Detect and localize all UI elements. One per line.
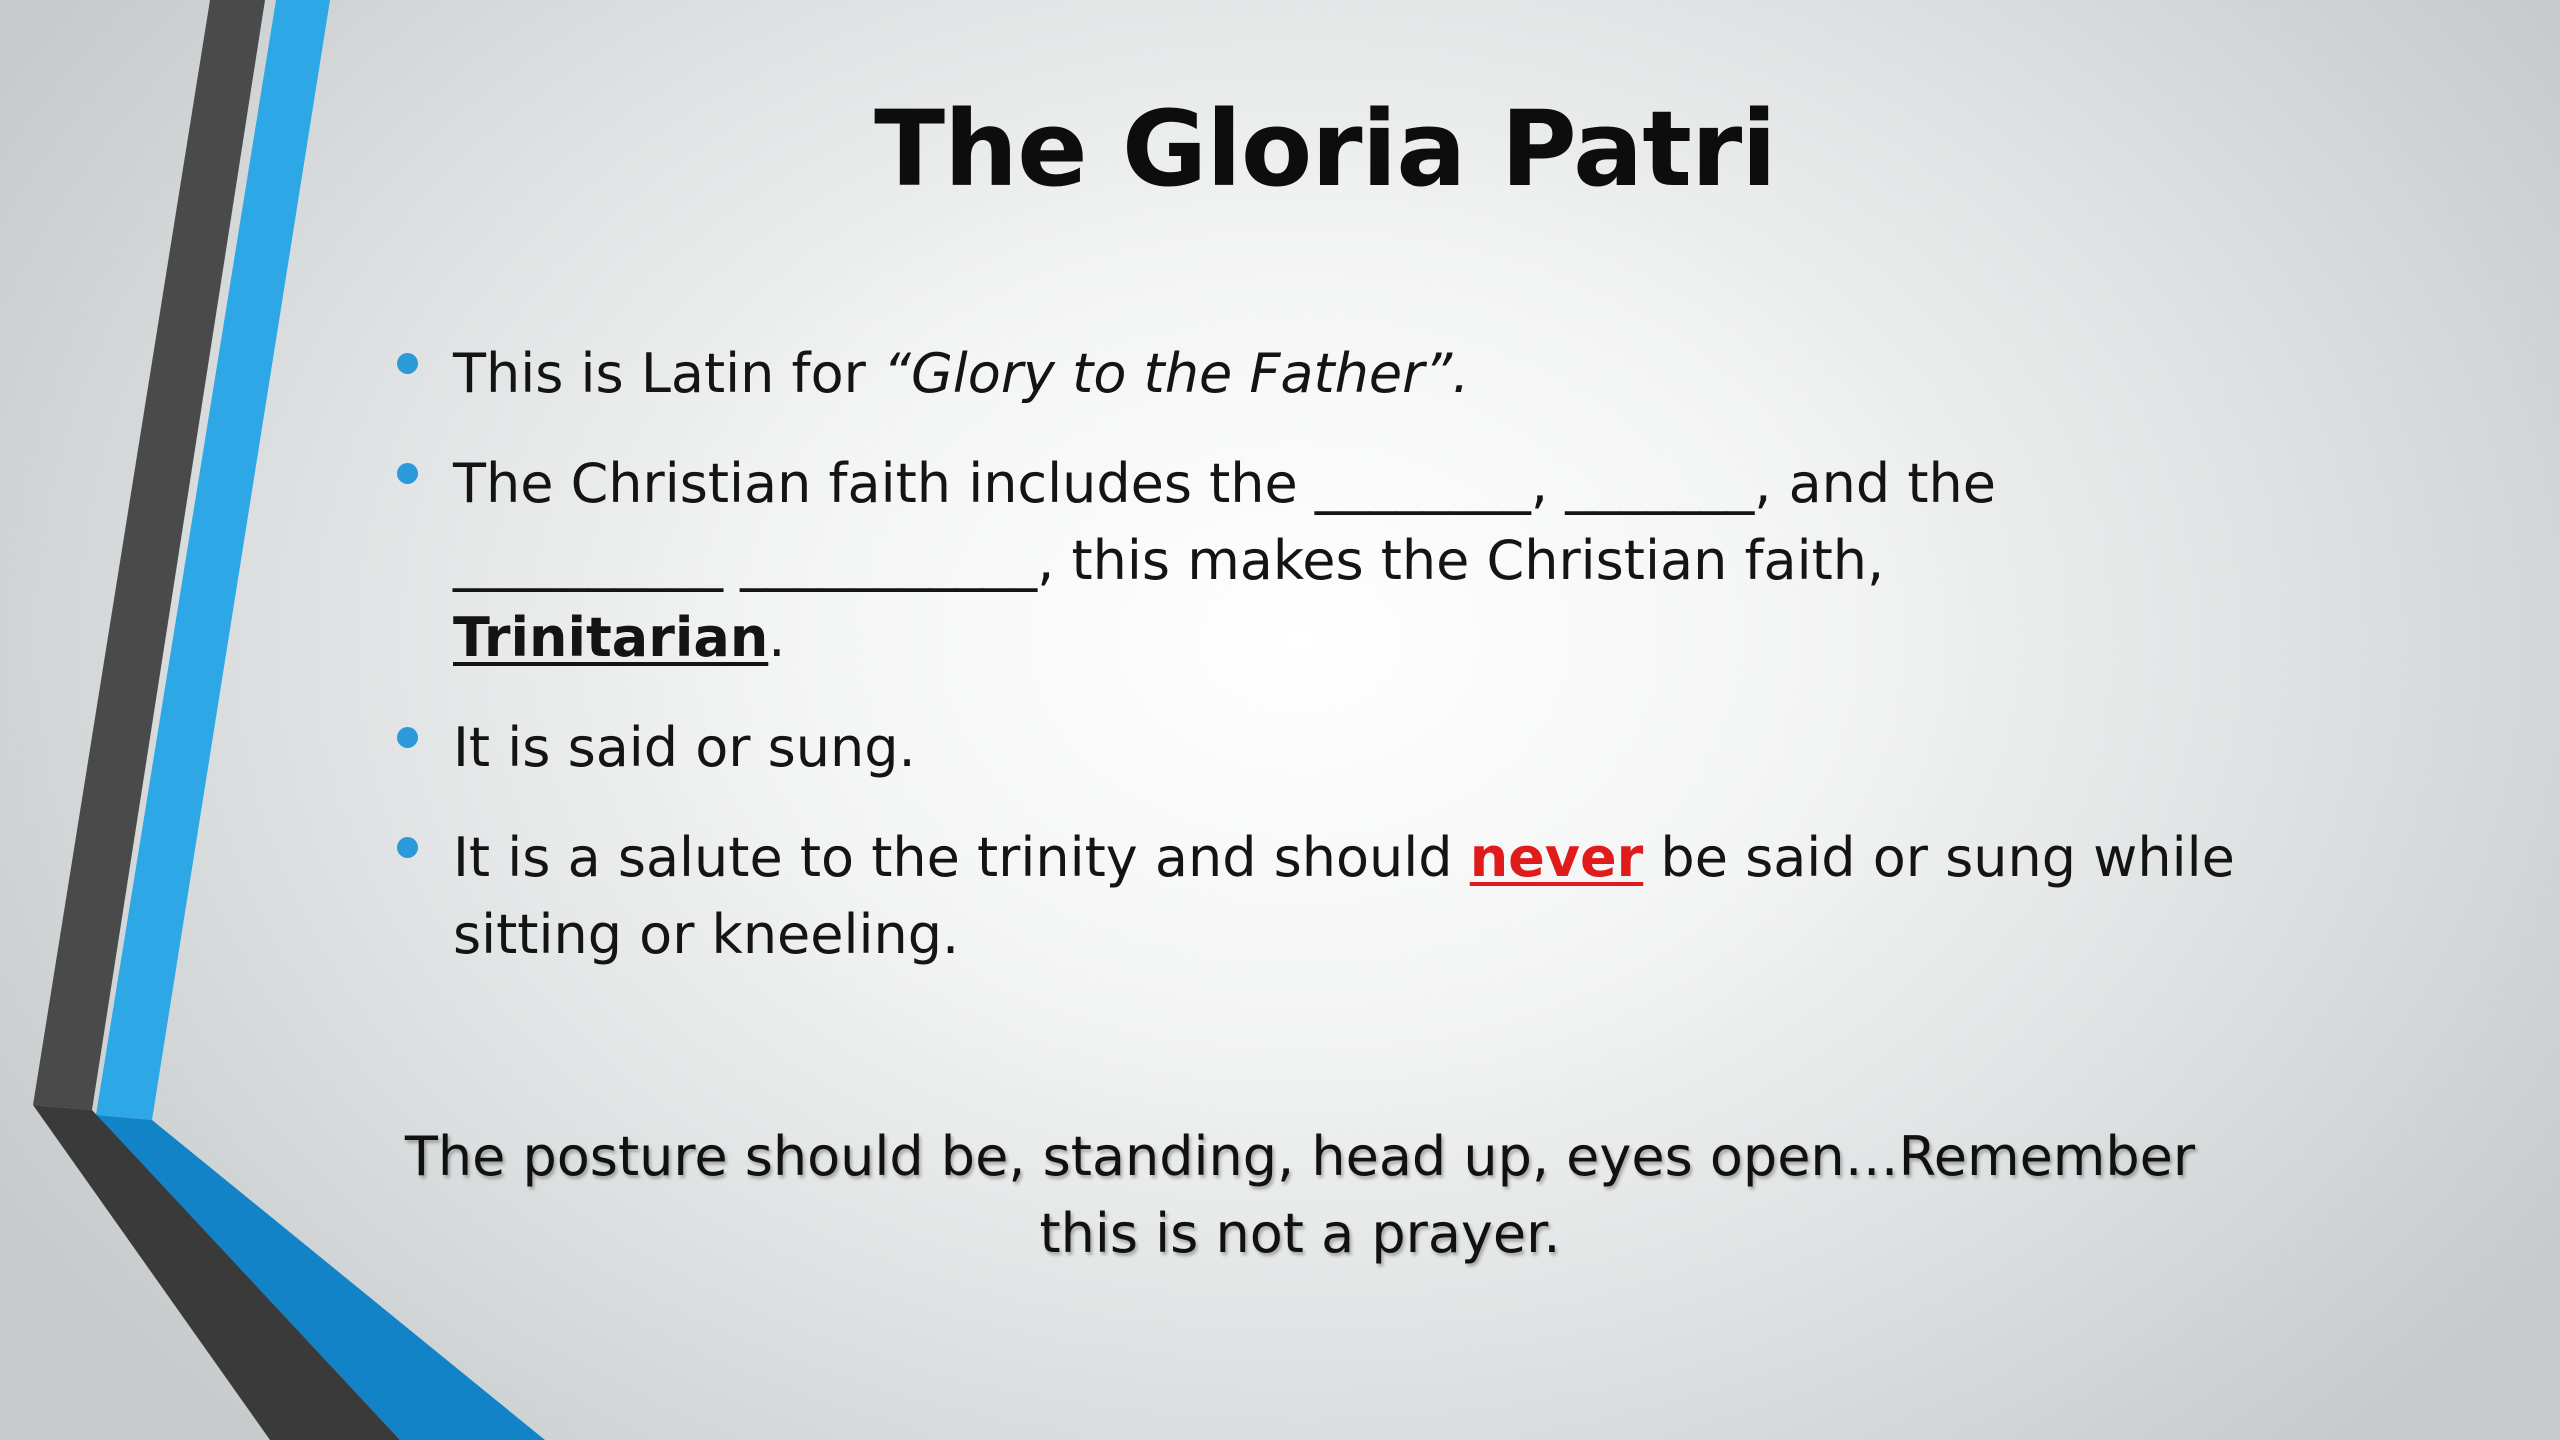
bullet-dot-icon [397,463,418,484]
fill-in-line-2: __________ ___________, this makes the Christian faith, [453,529,1885,592]
bullet-item-salute [395,819,2235,973]
fill-in-line-1: The Christian faith includes the ________, _______, and the [453,452,1996,515]
dark-gray-lower-band [33,1105,400,1440]
bullet-dot-icon [397,837,418,858]
posture-note-line-2: this is not a prayer. [1039,1202,1561,1265]
term-suffix: . [768,606,786,669]
bullet-item-trinity-blanks [395,445,2235,676]
bullet-item-said-or-sung [395,709,2235,786]
bullet-text: This is Latin for [453,342,883,405]
slide-title: The Gloria Patri [874,88,1776,210]
bullet-text-continued: be said or sung while sitting or kneeling. [453,826,2235,966]
bullet-text: It is said or sung. [453,716,916,779]
latin-translation: “Glory to the Father”. [882,342,1470,405]
bullet-text: It is a salute to the trinity and should [453,826,1470,889]
bullet-dot-icon [397,353,418,374]
trinitarian-term: Trinitarian [453,606,769,669]
bullet-list [395,335,2235,1006]
bullet-dot-icon [397,727,418,748]
bullet-item-latin-meaning [395,335,2235,412]
emphasis-never: never [1469,826,1644,889]
posture-note-line-1: The posture should be, standing, head up, eyes open…Remember [404,1125,2196,1188]
posture-note [390,1118,2210,1272]
